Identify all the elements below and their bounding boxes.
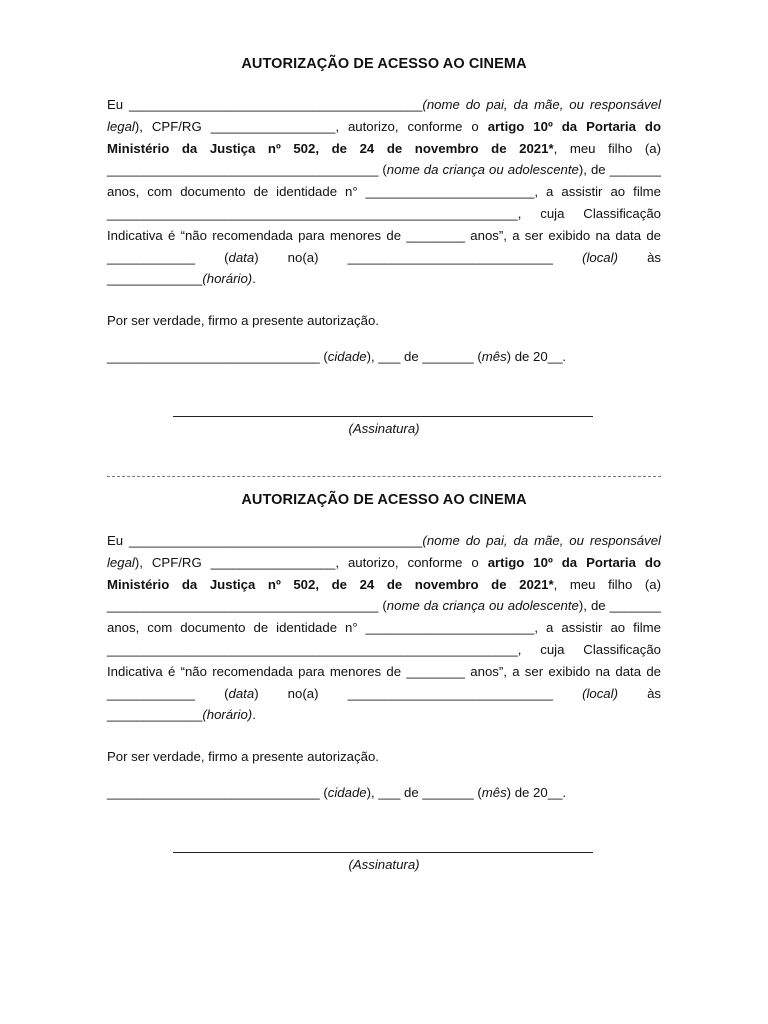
text-nome-crianca: nome da criança ou adolescente bbox=[386, 598, 579, 614]
text-end: . bbox=[252, 707, 256, 723]
authorization-paragraph bbox=[107, 530, 661, 726]
text-horario: (horário) bbox=[202, 707, 253, 723]
text-local: (local) bbox=[582, 685, 618, 701]
text-filho: , meu filho (a) _____________________________________ ( bbox=[107, 140, 661, 178]
date-line bbox=[107, 346, 661, 368]
date-end: ) de 20__. bbox=[506, 348, 567, 364]
text-end: . bbox=[252, 271, 256, 287]
date-cidade: cidade bbox=[327, 784, 367, 800]
cut-line-divider bbox=[107, 476, 661, 477]
signature-label: (Assinatura) bbox=[348, 420, 420, 436]
text-as: às _____________ bbox=[107, 249, 662, 287]
text-anos: ), de _______ anos, com documento de identidade n° _______________________, a assistir ao filme ________________________________________________________, cuja Classificação Indicativa é “não recomendada para menores de ________ anos”, a ser exibido na data de ____________ ( bbox=[107, 598, 661, 701]
text-nome-pai: (nome do pai, da mãe, ou responsável legal bbox=[107, 533, 661, 570]
form-title: AUTORIZAÇÃO DE ACESSO AO CINEMA bbox=[241, 492, 527, 508]
text-as: às _____________ bbox=[107, 685, 662, 723]
text-data: data bbox=[228, 249, 255, 265]
text-cpf: ), CPF/RG _________________, autorizo, conforme o bbox=[134, 554, 488, 570]
text-local-pre: ) no(a) ____________________________ bbox=[254, 249, 583, 265]
text-nome-crianca: nome da criança ou adolescente bbox=[386, 162, 579, 178]
text-local: (local) bbox=[582, 249, 618, 265]
text-cpf: ), CPF/RG _________________, autorizo, conforme o bbox=[134, 118, 488, 134]
date-line bbox=[107, 782, 661, 804]
text-data: data bbox=[228, 685, 255, 701]
closing-statement: Por ser verdade, firmo a presente autorização. bbox=[107, 313, 379, 329]
text-eu: Eu ________________________________________ bbox=[107, 97, 423, 112]
text-artigo: artigo 10º da Portaria do Ministério da Justiça nº 502, de 24 de novembro de 2021* bbox=[107, 118, 661, 156]
text-artigo: artigo 10º da Portaria do Ministério da Justiça nº 502, de 24 de novembro de 2021* bbox=[107, 554, 661, 592]
text-local-pre: ) no(a) ____________________________ bbox=[254, 685, 583, 701]
date-pre: _____________________________ ( bbox=[107, 784, 328, 800]
signature-block bbox=[107, 416, 661, 436]
text-eu: Eu ________________________________________ bbox=[107, 533, 423, 548]
closing-statement: Por ser verdade, firmo a presente autorização. bbox=[107, 749, 379, 765]
signature-label: (Assinatura) bbox=[348, 856, 420, 872]
authorization-form-1 bbox=[107, 56, 661, 436]
date-mes: mês bbox=[481, 784, 507, 800]
text-filho: , meu filho (a) _____________________________________ ( bbox=[107, 576, 661, 614]
signature-line bbox=[173, 852, 593, 853]
text-nome-pai: (nome do pai, da mãe, ou responsável legal bbox=[107, 97, 661, 134]
text-anos: ), de _______ anos, com documento de identidade n° _______________________, a assistir ao filme ________________________________________________________, cuja Classificação Indicativa é “não recomendada para menores de ________ anos”, a ser exibido na data de ____________ ( bbox=[107, 162, 661, 265]
date-mes: mês bbox=[481, 348, 507, 364]
signature-block bbox=[107, 852, 661, 872]
authorization-form-2 bbox=[107, 492, 661, 872]
date-pre: _____________________________ ( bbox=[107, 348, 328, 364]
date-cidade: cidade bbox=[327, 348, 367, 364]
form-title: AUTORIZAÇÃO DE ACESSO AO CINEMA bbox=[241, 56, 527, 72]
text-horario: (horário) bbox=[202, 271, 253, 287]
signature-line bbox=[173, 416, 593, 417]
date-end: ) de 20__. bbox=[506, 784, 567, 800]
authorization-paragraph bbox=[107, 94, 661, 290]
date-mid: ), ___ de _______ ( bbox=[366, 348, 482, 364]
date-mid: ), ___ de _______ ( bbox=[366, 784, 482, 800]
